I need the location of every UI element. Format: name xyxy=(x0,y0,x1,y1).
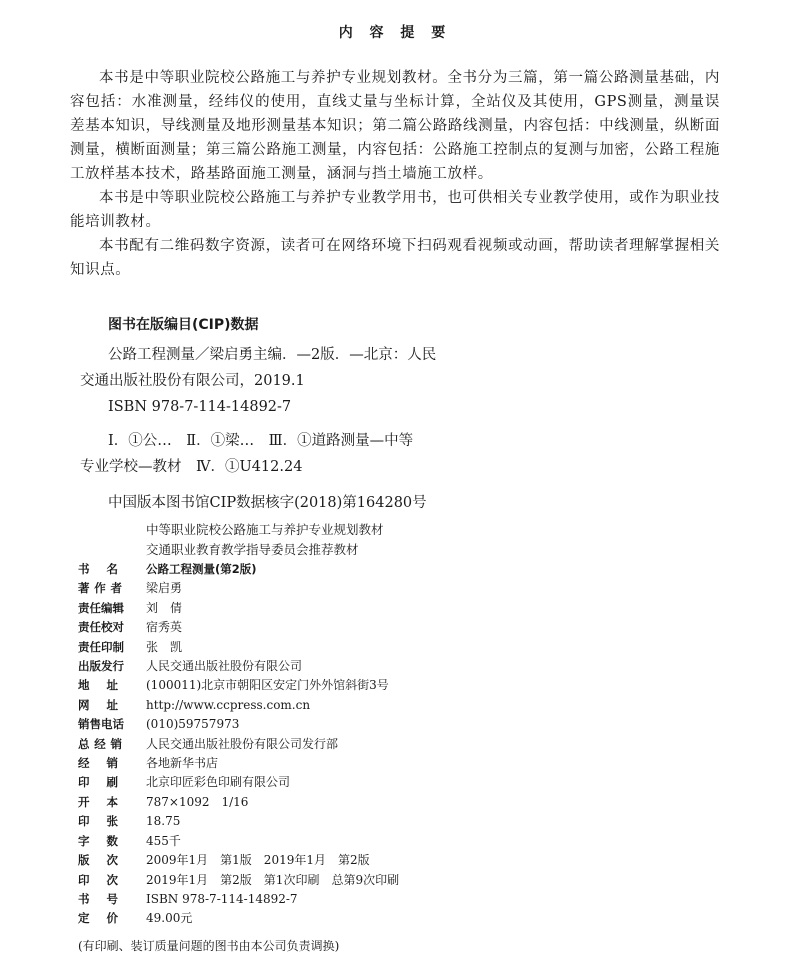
info-label: 刷 xyxy=(106,775,118,790)
info-row-author xyxy=(78,579,728,598)
info-row-impression xyxy=(78,871,728,890)
info-value: 18.75 xyxy=(146,814,181,829)
info-label: 次 xyxy=(106,872,118,887)
info-row-book-name xyxy=(78,560,728,579)
info-row-editor xyxy=(78,599,728,618)
info-label: 字 xyxy=(78,833,90,848)
info-label: 销 xyxy=(110,736,122,751)
info-value: 梁启勇 xyxy=(146,581,183,596)
info-row-printing-resp xyxy=(78,638,728,657)
info-row-edition xyxy=(78,851,728,870)
info-row-price xyxy=(78,909,728,928)
info-label: 出版发行 xyxy=(78,659,124,674)
info-label: 地 xyxy=(78,678,90,693)
info-value: http://www.ccpress.com.cn xyxy=(146,697,311,712)
summary-paragraph: 本书配有二维码数字资源，读者可在网络环境下扫码观看视频或动画，帮助读者理解掌握相关知识点。 xyxy=(70,238,720,278)
cip-heading: 图书在版编目(CIP)数据 xyxy=(108,317,259,333)
info-label: 名 xyxy=(106,562,118,576)
info-label: 印 xyxy=(78,775,90,790)
info-value: 宿秀英 xyxy=(146,620,183,635)
info-row-publisher xyxy=(78,657,728,676)
info-row-words xyxy=(78,832,728,851)
info-label: 印 xyxy=(78,872,90,887)
info-value: 张 凯 xyxy=(146,639,183,654)
quality-note: (有印刷、装订质量问题的图书由本公司负责调换) xyxy=(78,939,340,953)
summary-paragraph: 本书是中等职业院校公路施工与养护专业教学用书，也可供相关专业教学使用，或作为职业技能培训教材。 xyxy=(70,190,720,230)
info-value: (100011)北京市朝阳区安定门外外馆斜街3号 xyxy=(146,678,389,693)
info-row-address xyxy=(78,676,728,695)
cip-line: 交通出版社股份有限公司，2019.1 xyxy=(80,373,305,389)
info-label: 责任印制 xyxy=(78,639,124,654)
info-label: 经 xyxy=(94,736,106,751)
info-row-website xyxy=(78,696,728,715)
cip-csc-number: 中国版本图书馆CIP数据核字(2018)第164280号 xyxy=(108,495,427,511)
info-value: 公路工程测量(第2版) xyxy=(146,562,257,576)
info-value: 2009年1月 第1版 2019年1月 第2版 xyxy=(146,853,370,868)
info-label: 开 xyxy=(78,794,90,809)
page-title: 内 容 提 要 xyxy=(338,25,452,41)
series-line: 中等职业院校公路施工与养护专业规划教材 xyxy=(146,522,384,537)
info-label: 书 xyxy=(78,891,90,906)
info-value: 455千 xyxy=(146,833,181,848)
info-label: 次 xyxy=(106,853,118,868)
info-row-printer xyxy=(78,773,728,792)
info-label: 价 xyxy=(106,911,118,926)
info-row-sheets xyxy=(78,812,728,831)
publication-info xyxy=(78,560,728,929)
info-label: 总 xyxy=(78,736,90,751)
info-label: 号 xyxy=(106,891,118,906)
info-value: 刘 倩 xyxy=(146,600,183,615)
summary-paragraph: 本书是中等职业院校公路施工与养护专业规划教材。全书分为三篇，第一篇公路测量基础，内容包括：水准测量，经纬仪的使用，直线丈量与坐标计算，全站仪及其使用，GPS测量，测量误差基本知识，导线测量及地形测量基本知识；第二篇公路路线测量，内容包括：中线测量，纵断面测量，横断面测量；第三篇公路施工测量，内容包括：公路施工控制点的复测与加密，公路工程施工放样基本技术，路基路面施工测量，涵洞与挡土墙施工放样。 xyxy=(70,70,720,182)
cip-classification: Ⅰ．①公… Ⅱ．①梁… Ⅲ．①道路测量—中等 xyxy=(108,433,414,449)
info-label: 址 xyxy=(106,697,118,712)
content-summary xyxy=(70,66,720,282)
info-label: 本 xyxy=(106,794,118,809)
info-label: 销售电话 xyxy=(78,717,124,732)
info-value: ISBN 978-7-114-14892-7 xyxy=(146,891,298,906)
info-row-distributor xyxy=(78,735,728,754)
info-value: (010)59757973 xyxy=(146,717,240,732)
info-label: 张 xyxy=(106,814,118,829)
cip-classification: 专业学校—教材 Ⅳ．①U412.24 xyxy=(80,459,303,475)
info-value: 人民交通出版社股份有限公司发行部 xyxy=(146,736,339,751)
info-row-format xyxy=(78,793,728,812)
cip-isbn: ISBN 978-7-114-14892-7 xyxy=(108,399,292,415)
info-value: 787×1092 1/16 xyxy=(146,794,249,809)
info-label: 者 xyxy=(110,581,122,596)
info-row-dealer xyxy=(78,754,728,773)
info-label: 印 xyxy=(78,814,90,829)
info-label: 作 xyxy=(94,581,106,596)
info-value: 2019年1月 第2版 第1次印刷 总第9次印刷 xyxy=(146,872,400,887)
info-label: 经 xyxy=(78,756,90,771)
info-label: 定 xyxy=(78,911,90,926)
series-info xyxy=(146,520,384,560)
info-label: 销 xyxy=(106,756,118,771)
info-label: 书 xyxy=(78,562,90,576)
info-label: 版 xyxy=(78,853,90,868)
info-label: 责任校对 xyxy=(78,620,124,635)
info-row-sales-phone xyxy=(78,715,728,734)
info-label: 址 xyxy=(106,678,118,693)
info-value: 49.00元 xyxy=(146,911,193,926)
series-line: 交通职业教育教学指导委员会推荐教材 xyxy=(146,542,359,557)
info-value: 人民交通出版社股份有限公司 xyxy=(146,659,303,674)
info-row-proofreader xyxy=(78,618,728,637)
cip-line: 公路工程测量／梁启勇主编．—2版．—北京：人民 xyxy=(108,347,437,363)
info-label: 网 xyxy=(78,697,90,712)
info-row-isbn xyxy=(78,890,728,909)
info-value: 各地新华书店 xyxy=(146,756,219,771)
info-label: 责任编辑 xyxy=(78,600,124,615)
cip-data xyxy=(80,342,490,516)
info-label: 著 xyxy=(78,581,90,596)
info-value: 北京印匠彩色印刷有限公司 xyxy=(146,775,291,790)
info-label: 数 xyxy=(106,833,118,848)
